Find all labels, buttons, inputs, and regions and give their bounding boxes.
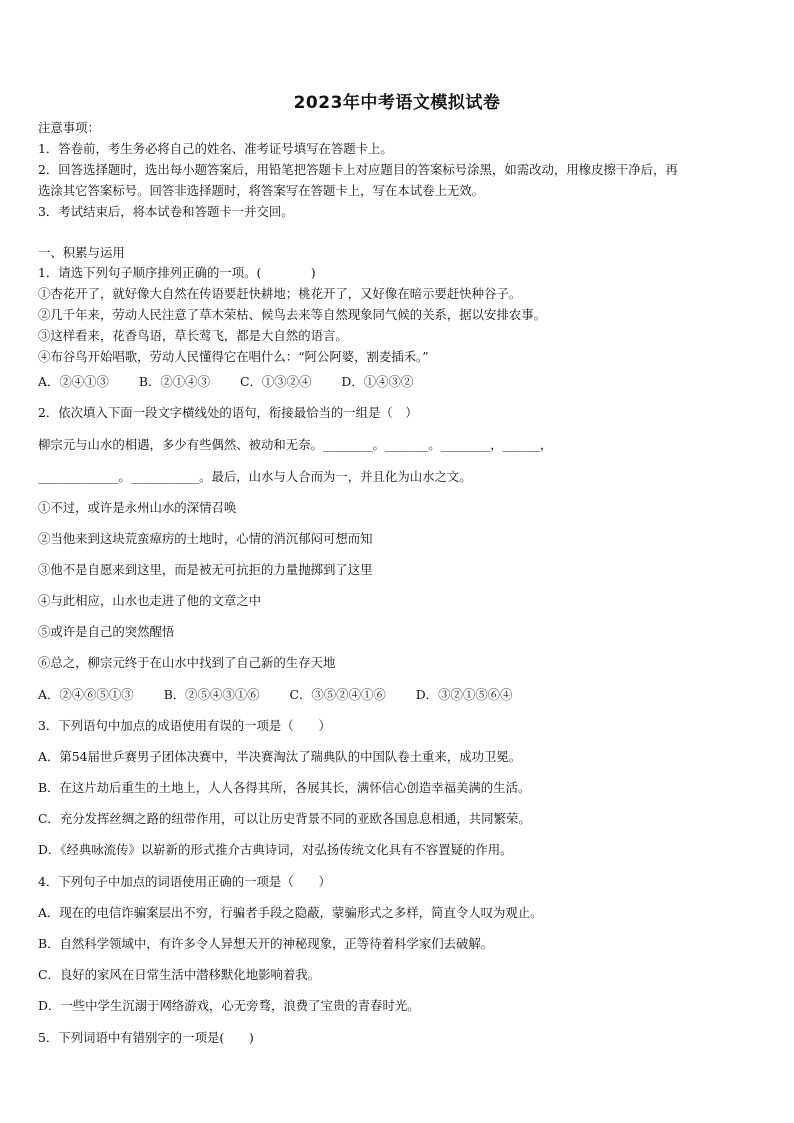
q4-option-d: D．一些中学生沉溺于网络游戏，心无旁骛，浪费了宝贵的青春时光。	[38, 998, 420, 1013]
q3-option-b: B．在这片劫后重生的土地上，人人各得其所，各展其长，满怀信心创造幸福美满的生活。	[38, 780, 531, 795]
q2-sentence: ②当他来到这块荒蛮瘴疠的土地时，心情的消沉郁闷可想而知	[38, 531, 373, 546]
q3-stem: 3．下列语句中加点的成语使用有误的一项是（ ）	[38, 718, 331, 733]
q2-sentence: ⑥总之，柳宗元终于在山水中找到了自己新的生存天地	[38, 655, 336, 670]
option-a: A．②④⑥⑤①③	[38, 687, 134, 702]
notice-item: 1．答卷前，考生务必将自己的姓名、准考证号填写在答题卡上。	[38, 141, 393, 156]
q2-sentence: ⑤或许是自己的突然醒悟	[38, 624, 175, 639]
option-c: C．①③②④	[239, 374, 312, 389]
q2-sentence: ④与此相应，山水也走进了他的文章之中	[38, 593, 262, 608]
q2-sentence: ①不过，或许是永州山水的深情召唤	[38, 500, 237, 515]
option-c: C．③⑤②④①⑥	[289, 687, 386, 702]
q1-sentence: ①杏花开了，就好像大自然在传语要赶快耕地；桃花开了，又好像在暗示要赶快种谷子。	[38, 286, 522, 301]
option-b: B．②⑤④③①⑥	[163, 687, 260, 702]
q3-option-c: C．充分发挥丝绸之路的纽带作用，可以让历史背景不同的亚欧各国息息相通，共同繁荣。	[38, 811, 531, 826]
q1-stem: 1．请选下列句子顺序排列正确的一项。( )	[38, 265, 316, 280]
q1-options	[38, 374, 758, 390]
q4-stem: 4．下列句子中加点的词语使用正确的一项是（ ）	[38, 874, 331, 889]
page-title: 2023年中考语文模拟试卷	[293, 93, 501, 113]
q1-sentence: ③这样看来，花香鸟语，草长莺飞，都是大自然的语言。	[38, 328, 348, 343]
q2-passage: 柳宗元与山水的相遇，多少有些偶然、被动和无奈。________。_______。________，______，	[38, 437, 553, 452]
notice-item: 2．回答选择题时，选出每小题答案后，用铅笔把答题卡上对应题目的答案标号涂黑，如需改动，用橡皮擦干净后，再	[38, 162, 678, 177]
q2-passage: _____________。___________。最后，山水与人合而为一，并且化为山水之文。	[38, 469, 472, 484]
q1-sentence: ④布谷鸟开始唱歌，劳动人民懂得它在唱什么：“阿公阿婆，割麦插禾。”	[38, 349, 429, 364]
q4-option-a: A．现在的电信诈骗案层出不穷，行骗者手段之隐蔽，蒙骗形式之多样，简直令人叹为观止。	[38, 905, 543, 920]
notice-item: 选涂其它答案标号。回答非选择题时，将答案写在答题卡上，写在本试卷上无效。	[38, 183, 485, 198]
q5-stem: 5．下列词语中有错别字的一项是( )	[38, 1030, 254, 1045]
option-a: A．②④①③	[38, 374, 109, 389]
notice-item: 3．考试结束后，将本试卷和答题卡一并交回。	[38, 204, 294, 219]
notice-heading: 注意事项：	[38, 120, 100, 135]
q4-option-c: C．良好的家风在日常生活中潜移默化地影响着我。	[38, 967, 321, 982]
q3-option-d: D．《经典咏流传》以崭新的形式推介古典诗词，对弘扬传统文化具有不容置疑的作用。	[38, 842, 513, 857]
q3-option-a: A．第54届世乒赛男子团体决赛中，半决赛淘汰了瑞典队的中国队卷土重来，成功卫冕。	[38, 749, 522, 764]
q2-options	[38, 687, 758, 703]
option-d: D．①④③②	[341, 374, 414, 389]
q4-option-b: B．自然科学领域中，有许多令人异想天开的神秘现象，正等待着科学家们去破解。	[38, 936, 494, 951]
q2-stem: 2．依次填入下面一段文字横线处的语句，衔接最恰当的一组是（ ）	[38, 405, 418, 420]
option-b: B．②①④③	[138, 374, 210, 389]
q2-sentence: ③他不是自愿来到这里，而是被无可抗拒的力量抛掷到了这里	[38, 562, 373, 577]
section-heading: 一、积累与运用	[38, 245, 125, 260]
option-d: D．③②①⑤⑥④	[415, 687, 513, 702]
q1-sentence: ②几千年来，劳动人民注意了草木荣枯、候鸟去来等自然现象同气候的关系，据以安排农事。	[38, 307, 547, 322]
